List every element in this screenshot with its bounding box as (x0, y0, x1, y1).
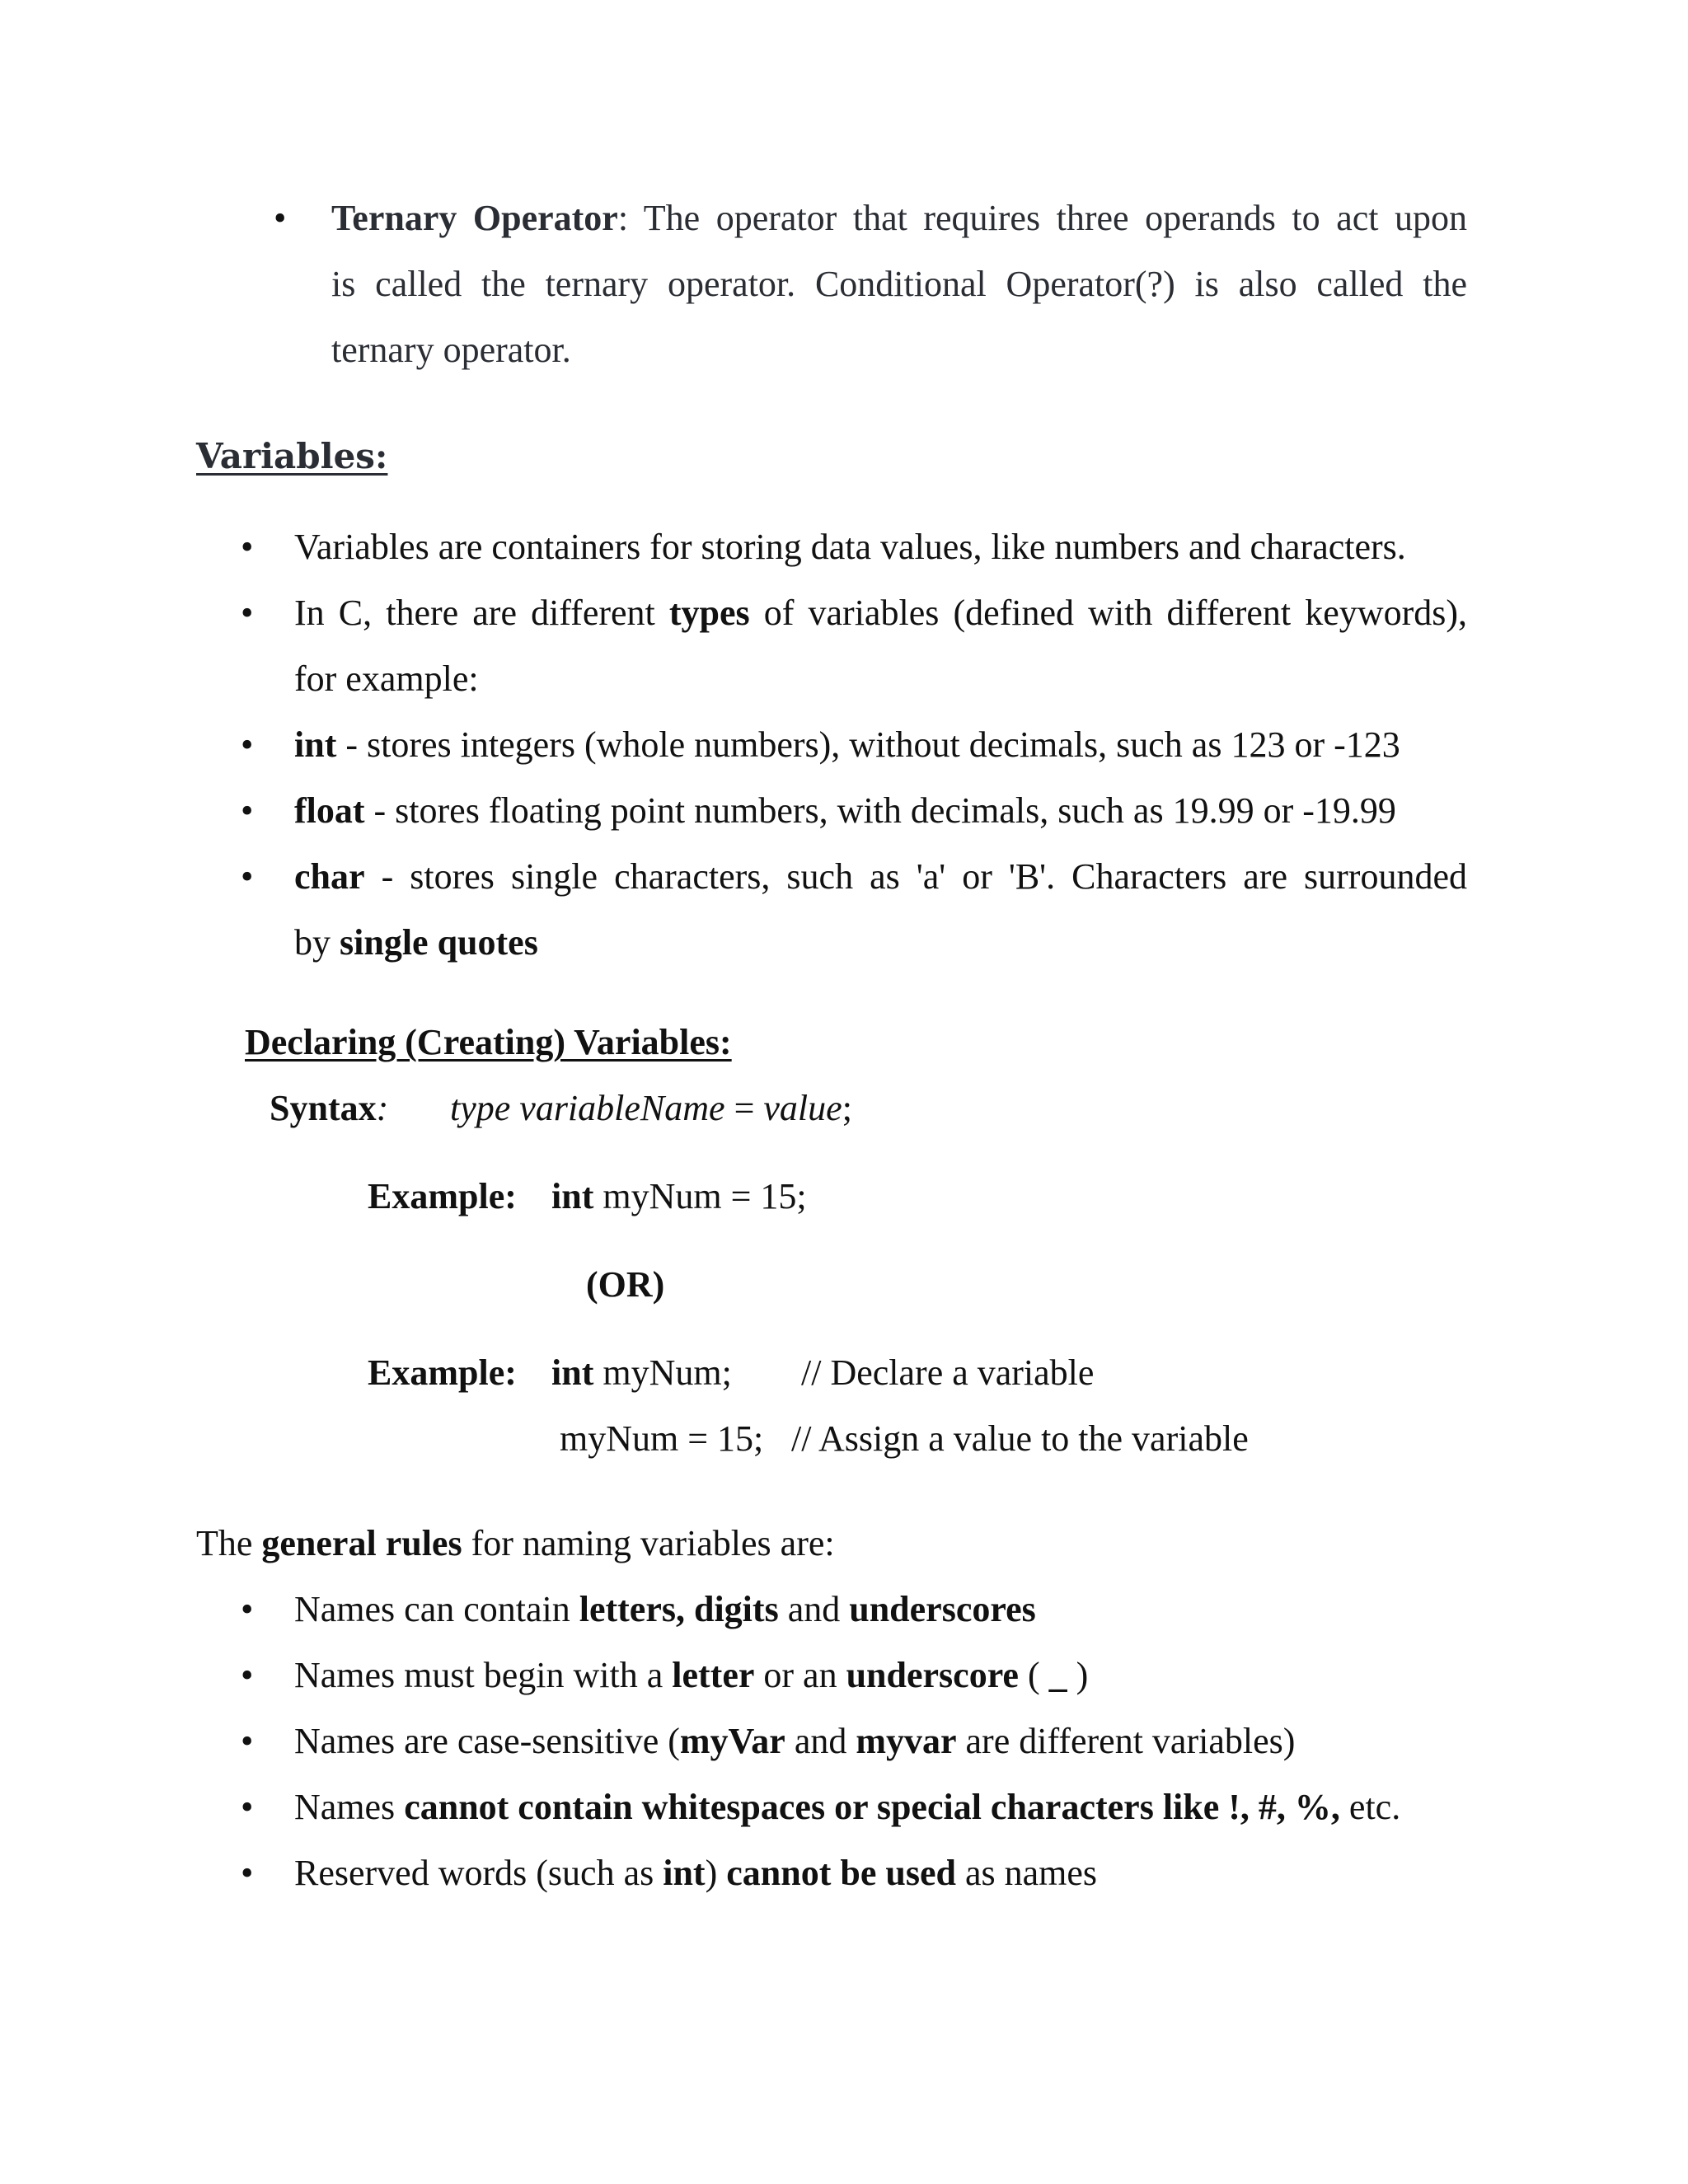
rule-3-mid: and (785, 1721, 856, 1761)
example-3-comment: // Assign a value to the variable (791, 1418, 1249, 1459)
rule-1 (294, 1586, 1036, 1633)
rule-1-pre: Names can contain (294, 1589, 579, 1629)
rule-5-mid: ) (705, 1853, 727, 1893)
syntax-value: value (763, 1088, 842, 1128)
rule-5-post: as names (955, 1853, 1098, 1893)
rule-2-bold-2: underscore (846, 1655, 1019, 1695)
rule-2-bold-1: letter (672, 1655, 755, 1695)
or-separator: (OR) (586, 1264, 665, 1305)
b2-bold: types (668, 593, 750, 633)
rule-4-bold: cannot contain whitespaces or special characters like !, #, %, (404, 1787, 1340, 1827)
bullet-icon: • (241, 593, 254, 633)
rule-4-post: etc. (1339, 1787, 1401, 1827)
rule-2-paren-open: ( (1018, 1655, 1049, 1695)
example-3-code: myNum = 15; (560, 1418, 764, 1459)
ternary-line-1-text: : The operator that requires three operands to act upon (617, 198, 1468, 238)
float-description: - stores floating point numbers, with decimals, such as 19.99 or -19.99 (364, 790, 1396, 831)
example-1-rest: myNum = 15; (593, 1176, 807, 1216)
bullet-icon: • (241, 1853, 254, 1893)
char-line-2-pre: by (294, 922, 340, 963)
example-2-comment: // Declare a variable (801, 1352, 1095, 1393)
rule-5-bold-1: int (663, 1853, 706, 1893)
variables-bullet-2 (294, 590, 1467, 722)
variables-bullet-char (294, 854, 1467, 986)
bullet-icon: • (241, 856, 254, 897)
declaring-variables-heading: Declaring (Creating) Variables: (245, 1022, 732, 1062)
rule-3 (294, 1718, 1295, 1765)
char-description: - stores single characters, such as 'a' or 'B'. Characters are surrounded (364, 856, 1467, 897)
bullet-icon: • (241, 1787, 254, 1827)
syntax-semicolon: ; (842, 1088, 852, 1128)
example-2-rest: myNum; (593, 1352, 732, 1393)
rule-1-bold-1: letters, digits (579, 1589, 779, 1629)
bullet-icon: • (241, 1589, 254, 1629)
example-1-label: Example: (368, 1176, 517, 1216)
bullet-icon: • (241, 527, 254, 567)
rule-3-bold-1: myVar (679, 1721, 785, 1761)
rule-2-underscore: _ (1048, 1655, 1067, 1695)
char-line-1 (294, 854, 1467, 920)
single-quotes-bold: single quotes (340, 922, 538, 963)
rule-2-mid: or an (754, 1655, 846, 1695)
variables-bullet-1: Variables are containers for storing data values, like numbers and characters. (294, 527, 1406, 567)
example-2-keyword: int (551, 1352, 594, 1393)
variables-heading: Variables: (196, 436, 388, 476)
ternary-line-3: ternary operator. (331, 330, 571, 370)
rule-2 (294, 1652, 1088, 1699)
rules-intro-bold: general rules (261, 1523, 462, 1563)
bullet-icon: • (241, 790, 254, 831)
rule-4-pre: Names (294, 1787, 405, 1827)
variables-bullet-2-line-1 (294, 590, 1467, 656)
char-keyword: char (294, 856, 365, 897)
int-description: - stores integers (whole numbers), without decimals, such as 123 or -123 (336, 724, 1400, 765)
example-2-label: Example: (368, 1352, 517, 1393)
ternary-term: Ternary Operator (331, 198, 618, 238)
rule-3-pre: Names are case-sensitive ( (294, 1721, 680, 1761)
int-keyword: int (294, 724, 337, 765)
bullet-icon: • (241, 1721, 254, 1761)
example-2-code (551, 1350, 732, 1396)
b2-pre: In C, there are different (294, 593, 669, 633)
rule-3-bold-2: myvar (856, 1721, 957, 1761)
rule-5 (294, 1850, 1097, 1896)
bullet-icon: • (241, 1655, 254, 1695)
rule-1-bold-2: underscores (849, 1589, 1036, 1629)
rule-2-pre: Names must begin with a (294, 1655, 673, 1695)
syntax-label: Syntax (270, 1088, 377, 1128)
syntax-expression (450, 1085, 852, 1132)
variables-bullet-float (294, 788, 1396, 834)
ternary-line-2: is called the ternary operator. Conditional Operator(?) is also called the (331, 264, 1467, 304)
variables-bullet-2-line-2: for example: (294, 658, 479, 699)
bullet-icon: • (241, 724, 254, 765)
ternary-line-1 (331, 195, 1467, 261)
syntax-line (270, 1085, 388, 1132)
ternary-operator-paragraph (331, 195, 1467, 393)
char-line-2 (294, 920, 1467, 986)
variables-bullet-int (294, 722, 1400, 768)
example-1-keyword: int (551, 1176, 594, 1216)
rules-intro-pre: The (196, 1523, 262, 1563)
rule-1-mid: and (778, 1589, 850, 1629)
float-keyword: float (294, 790, 365, 831)
example-1-code (551, 1174, 807, 1220)
syntax-colon: : (376, 1088, 389, 1128)
rule-5-bold-2: cannot be used (726, 1853, 956, 1893)
rule-2-paren-close: ) (1067, 1655, 1089, 1695)
bullet-icon: • (274, 198, 287, 238)
rule-4 (294, 1784, 1400, 1830)
rules-intro (196, 1521, 835, 1567)
rules-intro-post: for naming variables are: (462, 1523, 835, 1563)
rule-3-post: are different variables) (956, 1721, 1296, 1761)
syntax-eq: = (724, 1088, 764, 1128)
b2-post: of variables (defined with different keywords), (749, 593, 1467, 633)
syntax-type: type variableName (450, 1088, 725, 1128)
rule-5-pre: Reserved words (such as (294, 1853, 663, 1893)
